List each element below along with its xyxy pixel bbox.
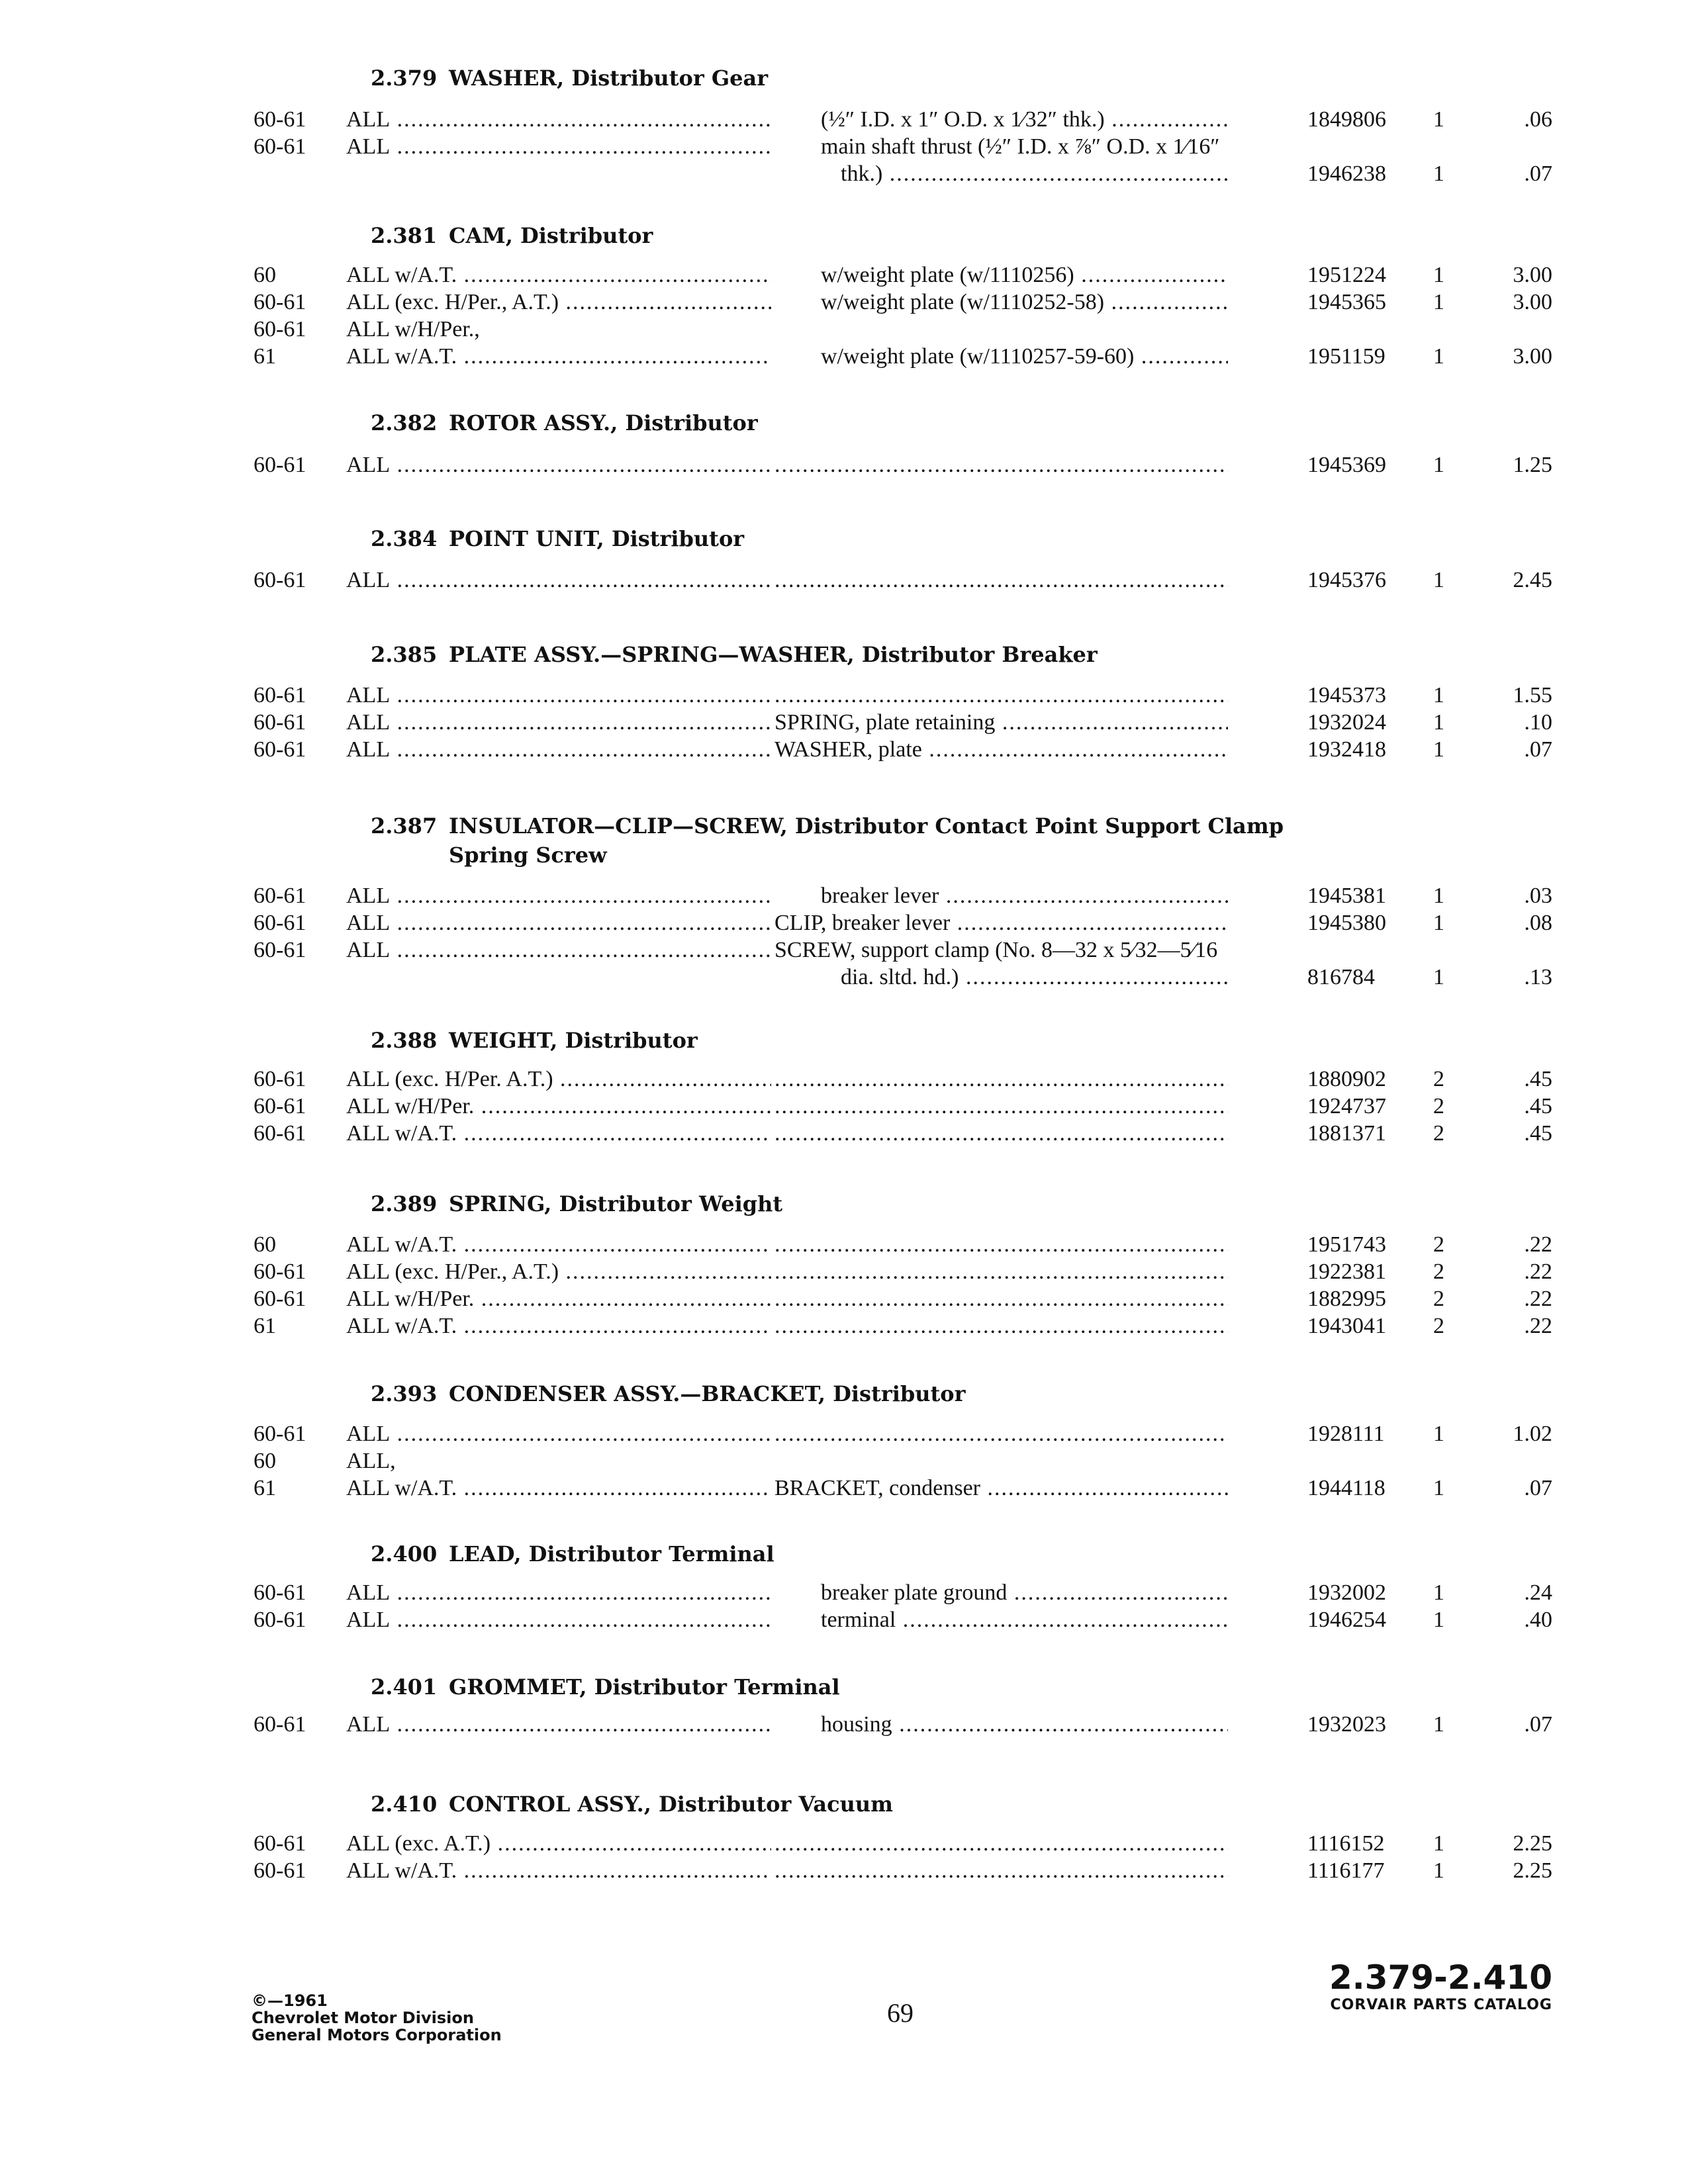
parts-rows [0, 1231, 1688, 1340]
part-description: breaker lever ..... [821, 882, 1228, 909]
part-description: (½″ I.D. x 1″ O.D. x 1⁄32″ thk.) ..... [821, 106, 1228, 133]
quantity: 1 [1433, 965, 1444, 989]
part-row [0, 1475, 1688, 1502]
model-year: 60 [254, 263, 276, 287]
model-year: 60-61 [254, 710, 306, 735]
part-row [0, 451, 1688, 478]
list-price: 2.45 [1513, 568, 1552, 592]
list-price: .40 [1524, 1608, 1552, 1632]
part-row [0, 289, 1688, 316]
part-description: breaker plate ground ..... [821, 1579, 1228, 1606]
model-applicability: ALL w/H/Per. ..... [346, 1285, 771, 1312]
section-title-continued: Spring Screw [449, 842, 607, 868]
part-description [774, 451, 1228, 478]
part-number: 1932023 [1307, 1712, 1386, 1737]
model-applicability: ALL (exc. H/Per., A.T.) ..... [346, 289, 771, 316]
quantity: 1 [1433, 161, 1444, 186]
part-description: dia. sltd. hd.) ..... [841, 964, 1228, 991]
section-heading [371, 1379, 1364, 1408]
part-number: 1944118 [1307, 1476, 1385, 1500]
list-price: .22 [1524, 1314, 1552, 1338]
parts-rows [0, 682, 1688, 763]
model-applicability: ALL, [346, 1449, 396, 1473]
section-heading [371, 524, 1364, 553]
quantity: 1 [1433, 1476, 1444, 1500]
section-number: 2.410 [371, 1792, 438, 1817]
part-number: 1932024 [1307, 710, 1386, 735]
model-year: 60-61 [254, 568, 306, 592]
part-row [0, 133, 1688, 160]
section-number: 2.393 [371, 1381, 438, 1406]
model-year: 60-61 [254, 737, 306, 762]
part-row [0, 1231, 1688, 1258]
quantity: 2 [1433, 1259, 1444, 1284]
section-title: POINT UNIT, Distributor [449, 526, 745, 551]
model-year: 60-61 [254, 1067, 306, 1091]
quantity: 2 [1433, 1232, 1444, 1257]
model-applicability: ALL ..... [346, 451, 771, 478]
model-year: 60-61 [254, 1121, 306, 1146]
part-number: 1116152 [1307, 1831, 1385, 1856]
section-number: 2.389 [371, 1191, 438, 1216]
model-year: 60-61 [254, 1580, 306, 1605]
parts-rows [0, 567, 1688, 594]
quantity: 1 [1433, 1712, 1444, 1737]
part-row [0, 909, 1688, 936]
part-description [774, 1066, 1228, 1093]
part-row [0, 1857, 1688, 1884]
part-number: 1945376 [1307, 568, 1386, 592]
model-applicability: ALL ..... [346, 682, 771, 709]
part-number: 1932418 [1307, 737, 1386, 762]
section-title: WASHER, Distributor Gear [449, 66, 769, 91]
list-price: 1.55 [1513, 683, 1552, 707]
section-heading [371, 1026, 1364, 1055]
list-price: .45 [1524, 1094, 1552, 1118]
model-year: 60-61 [254, 1858, 306, 1883]
model-applicability: ALL ..... [346, 1606, 771, 1633]
list-price: .45 [1524, 1121, 1552, 1146]
part-row [0, 1120, 1688, 1147]
section-heading [371, 811, 1364, 868]
part-description: WASHER, plate ..... [774, 736, 1228, 763]
section-heading [371, 1672, 1364, 1702]
part-description: thk.) ..... [841, 160, 1228, 187]
part-row [0, 882, 1688, 909]
part-number: 1945380 [1307, 911, 1386, 935]
part-row [0, 1285, 1688, 1312]
section-title: CONDENSER ASSY.—BRACKET, Distributor [449, 1381, 966, 1406]
part-number: 816784 [1307, 965, 1375, 989]
list-price: .10 [1524, 710, 1552, 735]
part-number: 1951159 [1307, 344, 1385, 369]
parts-rows [0, 1711, 1688, 1738]
model-year: 60-61 [254, 938, 306, 962]
section-title: CONTROL ASSY., Distributor Vacuum [449, 1792, 893, 1817]
list-price: 3.00 [1513, 263, 1552, 287]
part-description [774, 1857, 1228, 1884]
part-row [0, 1420, 1688, 1447]
part-description [774, 1093, 1228, 1120]
model-year: 60-61 [254, 1422, 306, 1446]
list-price: .07 [1524, 1476, 1552, 1500]
part-description: SPRING, plate retaining ..... [774, 709, 1228, 736]
quantity: 1 [1433, 737, 1444, 762]
list-price: .22 [1524, 1259, 1552, 1284]
list-price: 2.25 [1513, 1858, 1552, 1883]
part-row [0, 1066, 1688, 1093]
part-description: CLIP, breaker lever ..... [774, 909, 1228, 936]
quantity: 1 [1433, 911, 1444, 935]
section-number: 2.388 [371, 1028, 438, 1053]
section-number: 2.379 [371, 66, 438, 91]
part-row [0, 316, 1688, 343]
model-applicability: ALL (exc. H/Per. A.T.) ..... [346, 1066, 771, 1093]
list-price: .24 [1524, 1580, 1552, 1605]
model-year: 60-61 [254, 453, 306, 477]
part-description: w/weight plate (w/1110256) ..... [821, 261, 1228, 289]
model-year: 61 [254, 344, 276, 369]
section-number: 2.384 [371, 526, 438, 551]
part-row [0, 1447, 1688, 1475]
model-year: 60-61 [254, 1608, 306, 1632]
part-row [0, 1312, 1688, 1340]
quantity: 1 [1433, 1422, 1444, 1446]
section-title: CAM, Distributor [449, 223, 653, 248]
model-year: 60-61 [254, 683, 306, 707]
section-title: GROMMET, Distributor Terminal [449, 1674, 840, 1700]
section-title: INSULATOR—CLIP—SCREW, Distributor Contact Point Support Clamp [449, 813, 1284, 839]
model-year: 60-61 [254, 1287, 306, 1311]
quantity: 1 [1433, 290, 1444, 314]
section-heading [371, 408, 1364, 437]
list-price: .07 [1524, 161, 1552, 186]
part-description [774, 1830, 1228, 1857]
model-year: 60-61 [254, 107, 306, 132]
model-year: 60-61 [254, 1831, 306, 1856]
model-applicability: ALL w/A.T. ..... [346, 1857, 771, 1884]
part-description [774, 1312, 1228, 1340]
model-applicability: ALL w/A.T. ..... [346, 261, 771, 289]
part-row [0, 736, 1688, 763]
part-row [0, 1093, 1688, 1120]
page-number: 69 [887, 1998, 914, 2028]
corporation-line: General Motors Corporation [252, 2026, 502, 2044]
section-heading [371, 64, 1364, 93]
part-number: 1945373 [1307, 683, 1386, 707]
parts-rows [0, 1420, 1688, 1502]
part-row [0, 1258, 1688, 1285]
list-price: .22 [1524, 1287, 1552, 1311]
list-price: .07 [1524, 737, 1552, 762]
quantity: 1 [1433, 683, 1444, 707]
quantity: 1 [1433, 263, 1444, 287]
part-number: 1116177 [1307, 1858, 1385, 1883]
part-number: 1943041 [1307, 1314, 1386, 1338]
list-price: .13 [1524, 965, 1552, 989]
parts-rows [0, 451, 1688, 478]
parts-rows [0, 106, 1688, 187]
footer-publisher [252, 1992, 502, 2044]
model-applicability: ALL ..... [346, 1711, 771, 1738]
list-price: 3.00 [1513, 344, 1552, 369]
part-row [0, 936, 1688, 964]
model-applicability: ALL w/H/Per., [346, 317, 480, 341]
model-applicability: ALL w/A.T. ..... [346, 1475, 771, 1502]
section-title: PLATE ASSY.—SPRING—WASHER, Distributor Breaker [449, 642, 1098, 667]
quantity: 1 [1433, 568, 1444, 592]
part-row [0, 160, 1688, 187]
part-number: 1880902 [1307, 1067, 1386, 1091]
list-price: .22 [1524, 1232, 1552, 1257]
part-description: terminal ..... [821, 1606, 1228, 1633]
model-applicability: ALL w/A.T. ..... [346, 343, 771, 370]
part-row [0, 964, 1688, 991]
part-description [774, 1420, 1228, 1447]
quantity: 1 [1433, 884, 1444, 908]
part-number: 1849806 [1307, 107, 1386, 132]
part-description [774, 1120, 1228, 1147]
model-year: 60-61 [254, 290, 306, 314]
part-description: BRACKET, condenser ..... [774, 1475, 1228, 1502]
part-description [774, 567, 1228, 594]
part-number: 1924737 [1307, 1094, 1386, 1118]
part-row [0, 1606, 1688, 1633]
part-row [0, 343, 1688, 370]
section-title: LEAD, Distributor Terminal [449, 1541, 774, 1567]
part-row [0, 106, 1688, 133]
section-range: 2.379-2.410 [1329, 1958, 1552, 1997]
list-price: 2.25 [1513, 1831, 1552, 1856]
model-year: 60 [254, 1232, 276, 1257]
section-title: WEIGHT, Distributor [449, 1028, 698, 1053]
model-applicability: ALL ..... [346, 736, 771, 763]
part-description: SCREW, support clamp (No. 8—32 x 5⁄32—5⁄16 [774, 938, 1218, 962]
model-applicability: ALL ..... [346, 709, 771, 736]
model-applicability: ALL w/A.T. ..... [346, 1231, 771, 1258]
quantity: 1 [1433, 1858, 1444, 1883]
quantity: 1 [1433, 1608, 1444, 1632]
parts-rows [0, 882, 1688, 991]
model-year: 60 [254, 1449, 276, 1473]
quantity: 1 [1433, 107, 1444, 132]
model-applicability: ALL ..... [346, 567, 771, 594]
part-number: 1922381 [1307, 1259, 1386, 1284]
part-number: 1946254 [1307, 1608, 1386, 1632]
part-number: 1945369 [1307, 453, 1386, 477]
model-applicability: ALL ..... [346, 106, 771, 133]
part-description [774, 682, 1228, 709]
model-year: 60-61 [254, 911, 306, 935]
quantity: 2 [1433, 1121, 1444, 1146]
part-description [774, 1258, 1228, 1285]
section-heading [371, 640, 1364, 669]
model-year: 61 [254, 1314, 276, 1338]
model-year: 60-61 [254, 1094, 306, 1118]
parts-rows [0, 261, 1688, 370]
part-row [0, 682, 1688, 709]
quantity: 2 [1433, 1094, 1444, 1118]
model-year: 60-61 [254, 1712, 306, 1737]
division-line: Chevrolet Motor Division [252, 2009, 474, 2027]
part-number: 1928111 [1307, 1422, 1385, 1446]
quantity: 1 [1433, 1580, 1444, 1605]
model-applicability: ALL w/A.T. ..... [346, 1120, 771, 1147]
model-year: 60-61 [254, 884, 306, 908]
part-number: 1951743 [1307, 1232, 1386, 1257]
quantity: 1 [1433, 344, 1444, 369]
parts-rows [0, 1830, 1688, 1884]
part-row [0, 567, 1688, 594]
quantity: 2 [1433, 1067, 1444, 1091]
part-number: 1946238 [1307, 161, 1386, 186]
catalog-name: CORVAIR PARTS CATALOG [1330, 1997, 1552, 2013]
section-number: 2.401 [371, 1674, 438, 1700]
part-row [0, 1579, 1688, 1606]
footer-catalog-ref [1329, 1959, 1552, 2015]
section-heading [371, 221, 1364, 250]
model-year: 61 [254, 1476, 276, 1500]
list-price: 1.02 [1513, 1422, 1552, 1446]
section-heading [371, 1790, 1364, 1819]
list-price: .06 [1524, 107, 1552, 132]
part-description: main shaft thrust (½″ I.D. x ⅞″ O.D. x 1⁄16″ [821, 134, 1220, 159]
model-applicability: ALL w/H/Per. ..... [346, 1093, 771, 1120]
quantity: 2 [1433, 1287, 1444, 1311]
list-price: 1.25 [1513, 453, 1552, 477]
part-row [0, 261, 1688, 289]
section-heading [371, 1539, 1364, 1569]
model-year: 60-61 [254, 1259, 306, 1284]
quantity: 1 [1433, 453, 1444, 477]
list-price: .45 [1524, 1067, 1552, 1091]
section-number: 2.382 [371, 410, 438, 435]
part-number: 1951224 [1307, 263, 1386, 287]
section-number: 2.400 [371, 1541, 438, 1567]
parts-rows [0, 1066, 1688, 1147]
part-number: 1881371 [1307, 1121, 1386, 1146]
list-price: .07 [1524, 1712, 1552, 1737]
part-number: 1945381 [1307, 884, 1386, 908]
model-applicability: ALL ..... [346, 1420, 771, 1447]
part-number: 1882995 [1307, 1287, 1386, 1311]
parts-rows [0, 1579, 1688, 1633]
section-heading [371, 1189, 1364, 1218]
quantity: 1 [1433, 1831, 1444, 1856]
model-year: 60-61 [254, 317, 306, 341]
part-description: housing ..... [821, 1711, 1228, 1738]
model-applicability: ALL ..... [346, 133, 771, 160]
model-applicability: ALL (exc. A.T.) ..... [346, 1830, 771, 1857]
quantity: 1 [1433, 710, 1444, 735]
part-row [0, 1830, 1688, 1857]
model-applicability: ALL (exc. H/Per., A.T.) ..... [346, 1258, 771, 1285]
list-price: .08 [1524, 911, 1552, 935]
model-applicability: ALL w/A.T. ..... [346, 1312, 771, 1340]
part-description: w/weight plate (w/1110252-58) ..... [821, 289, 1228, 316]
model-year: 60-61 [254, 134, 306, 159]
list-price: .03 [1524, 884, 1552, 908]
part-row [0, 709, 1688, 736]
part-description [774, 1285, 1228, 1312]
part-description: w/weight plate (w/1110257-59-60) ..... [821, 343, 1228, 370]
part-description [774, 1231, 1228, 1258]
section-title: SPRING, Distributor Weight [449, 1191, 783, 1216]
section-number: 2.385 [371, 642, 438, 667]
copyright-line: ©—1961 [252, 1991, 328, 2010]
model-applicability: ALL ..... [346, 1579, 771, 1606]
section-number: 2.381 [371, 223, 438, 248]
quantity: 2 [1433, 1314, 1444, 1338]
part-number: 1945365 [1307, 290, 1386, 314]
part-row [0, 1711, 1688, 1738]
model-applicability: ALL ..... [346, 936, 771, 964]
list-price: 3.00 [1513, 290, 1552, 314]
part-number: 1932002 [1307, 1580, 1386, 1605]
model-applicability: ALL ..... [346, 909, 771, 936]
model-applicability: ALL ..... [346, 882, 771, 909]
section-title: ROTOR ASSY., Distributor [449, 410, 758, 435]
section-number: 2.387 [371, 813, 438, 839]
